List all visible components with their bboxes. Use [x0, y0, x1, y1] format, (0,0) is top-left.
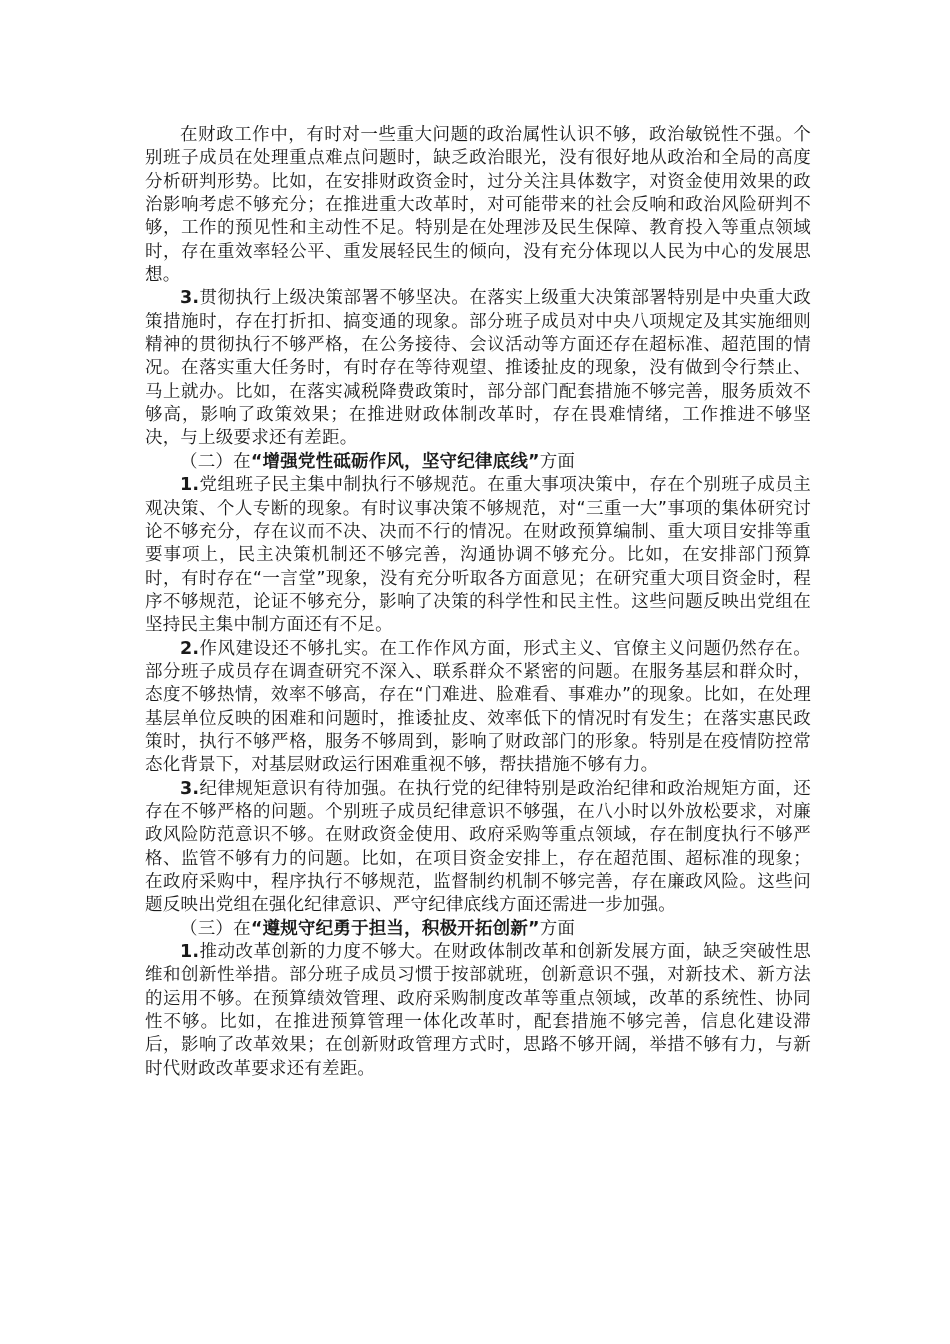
section-heading-2: [145, 451, 811, 474]
document-body: [145, 124, 811, 1081]
heading-quote: “增强党性砥砺作风，坚守纪律底线”: [250, 451, 540, 472]
item-number: 3.: [180, 288, 200, 309]
paragraph-discipline: [145, 778, 811, 918]
heading-suffix: 方面: [539, 918, 576, 939]
heading-prefix: （二）在: [180, 451, 251, 472]
item-number: 1.: [180, 475, 200, 496]
paragraph-political-awareness: [145, 124, 811, 287]
paragraph-democratic-centralism: [145, 474, 811, 637]
paragraph-text: 在财政工作中，有时对一些重大问题的政治属性认识不够，政治敏锐性不强。个别班子成员在处理重点难点问题时，缺乏政治眼光，没有很好地从政治和全局的高度分析研判形势。比如，在安排财政资金时，过分关注具体数字，对资金使用效果的政治影响考虑不够充分；在推进重大改革时，对可能带来的社会反响和政治风险研判不够，工作的预见性和主动性不足。特别是在处理涉及民生保障、教育投入等重点领域时，存在重效率轻公平、重发展轻民生的倾向，没有充分体现以人民为中心的发展思想。: [145, 125, 811, 286]
heading-suffix: 方面: [539, 451, 576, 472]
paragraph-text: 作风建设还不够扎实。在工作作风方面，形式主义、官僚主义问题仍然存在。部分班子成员存在调查研究不深入、联系群众不紧密的问题。在服务基层和群众时，态度不够热情，效率不够高，存在“门难进、脸难看、事难办”的现象。比如，在处理基层单位反映的困难和问题时，推诿扯皮、效率低下的情况时有发生；在落实惠民政策时，执行不够严格，服务不够周到，影响了财政部门的形象。特别是在疫情防控常态化背景下，对基层财政运行困难重视不够，帮扶措施不够有力。: [145, 638, 811, 776]
paragraph-text: 纪律规矩意识有待加强。在执行党的纪律特别是政治纪律和政治规矩方面，还存在不够严格的问题。个别班子成员纪律意识不够强，在八小时以外放松要求，对廉政风险防范意识不够。在财政资金使用、政府采购等重点领域，存在制度执行不够严格、监管不够有力的问题。比如，在项目资金安排上，存在超范围、超标准的现象；在政府采购中，程序执行不够规范，监督制约机制不够完善，存在廉政风险。这些问题反映出党组在强化纪律意识、严守纪律底线方面还需进一步加强。: [145, 778, 811, 916]
paragraph-implementation: [145, 287, 811, 450]
item-number: 1.: [180, 942, 200, 963]
item-number: 2.: [180, 638, 200, 659]
heading-prefix: （三）在: [180, 918, 251, 939]
paragraph-text: 贯彻执行上级决策部署不够坚决。在落实上级重大决策部署特别是中央重大政策措施时，存在打折扣、搞变通的现象。部分班子成员对中央八项规定及其实施细则精神的贯彻执行不够严格，在公务接待、会议活动等方面还存在超标准、超范围的情况。在落实重大任务时，有时存在等待观望、推诿扯皮的现象，没有做到令行禁止、马上就办。比如，在落实减税降费政策时，部分部门配套措施不够完善，服务质效不够高，影响了政策效果；在推进财政体制改革时，存在畏难情绪，工作推进不够坚决，与上级要求还有差距。: [145, 288, 811, 449]
paragraph-reform-innovation: [145, 941, 811, 1081]
paragraph-text: 党组班子民主集中制执行不够规范。在重大事项决策中，存在个别班子成员主观决策、个人专断的现象。有时议事决策不够规范，对“三重一大”事项的集体研究讨论不够充分，存在议而不决、决而不行的情况。在财政预算编制、重大项目安排等重要事项上，民主决策机制还不够完善，沟通协调不够充分。比如，在安排部门预算时，有时存在“一言堂”现象，没有充分听取各方面意见；在研究重大项目资金时，程序不够规范，论证不够充分，影响了决策的科学性和民主性。这些问题反映出党组在坚持民主集中制方面还有不足。: [145, 475, 811, 636]
paragraph-work-style: [145, 638, 811, 778]
section-heading-3: [145, 918, 811, 941]
heading-quote: “遵规守纪勇于担当，积极开拓创新”: [250, 918, 540, 939]
item-number: 3.: [180, 778, 200, 799]
paragraph-text: 推动改革创新的力度不够大。在财政体制改革和创新发展方面，缺乏突破性思维和创新性举措。部分班子成员习惯于按部就班，创新意识不强，对新技术、新方法的运用不够。在预算绩效管理、政府采购制度改革等重点领域，改革的系统性、协同性不够。比如，在推进预算管理一体化改革时，配套措施不够完善，信息化建设滞后，影响了改革效果；在创新财政管理方式时，思路不够开阔，举措不够有力，与新时代财政改革要求还有差距。: [145, 942, 811, 1079]
